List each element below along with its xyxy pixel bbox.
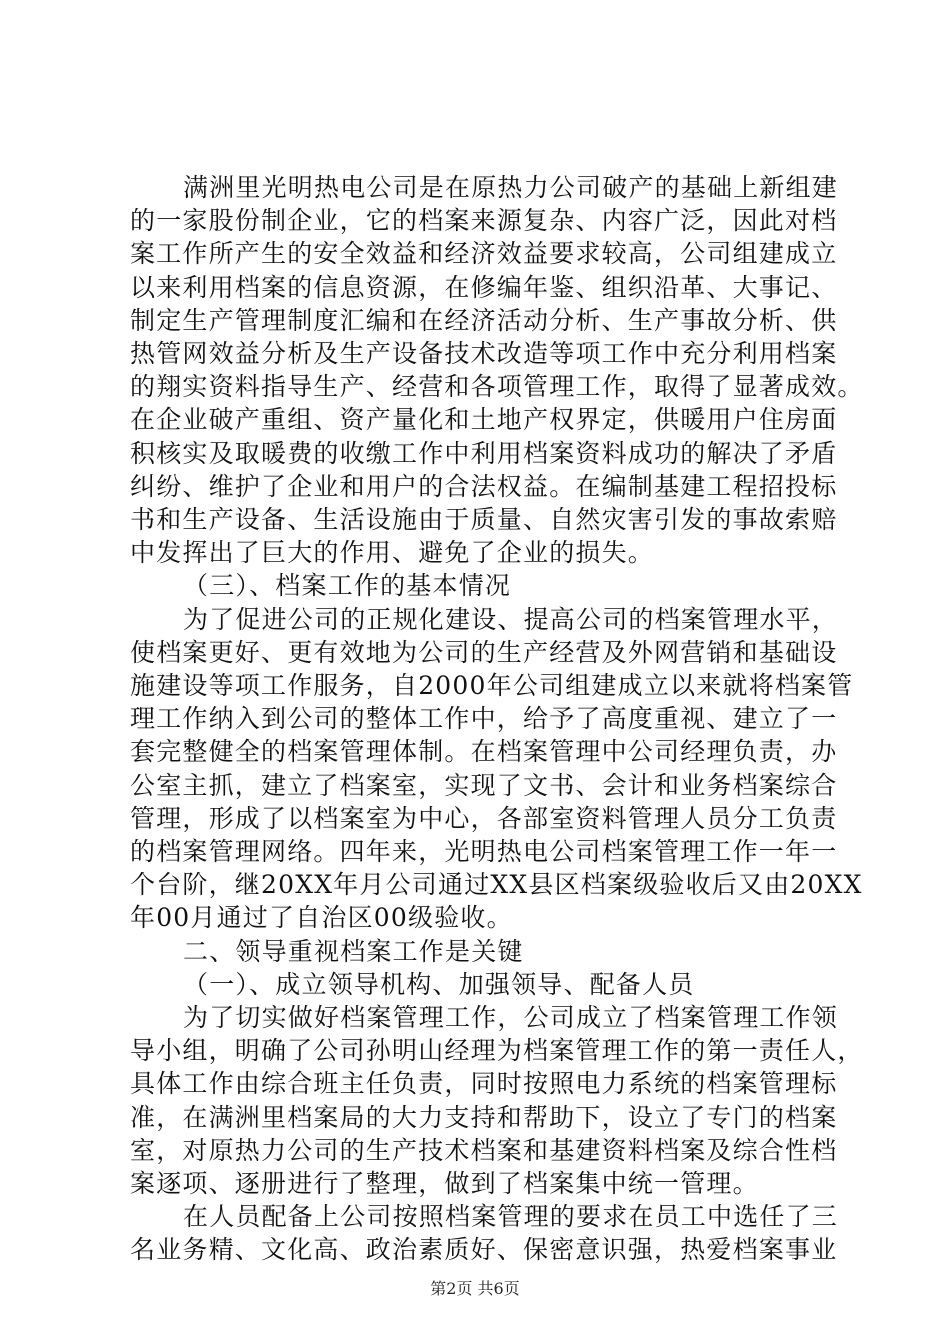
text-line: 使档案更好、更有效地为公司的生产经营及外网营销和基础设 (130, 637, 838, 667)
text-line: 理工作纳入到公司的整体工作中，给予了高度重视、建立了一 (130, 704, 838, 734)
text-line: 具体工作由综合班主任负责，同时按照电力系统的档案管理标 (130, 1069, 838, 1099)
text-line: 施建设等项工作服务，自2000年公司组建成立以来就将档案管 (130, 671, 854, 700)
text-line: 积核实及取暖费的收缴工作中利用档案资料成功的解决了矛盾 (130, 438, 838, 468)
text-line: 室，对原热力公司的生产技术档案和基建资料档案及综合性档 (130, 1135, 838, 1165)
text-line: 在企业破产重组、资产量化和土地产权界定，供暖用户住房面 (130, 405, 838, 435)
text-line: 中发挥出了巨大的作用、避免了企业的损失。 (130, 538, 655, 568)
text-line: 热管网效益分析及生产设备技术改造等项工作中充分利用档案 (130, 339, 838, 368)
text-line: 纠纷、维护了企业和用户的合法权益。在编制基建工程招投标 (130, 471, 838, 501)
text-line: 年00月通过了自治区00级验收。 (130, 903, 513, 933)
text-line: 的档案管理网络。四年来，光明热电公司档案管理工作一年一 (130, 837, 838, 866)
text-line: 导小组，明确了公司孙明山经理为档案管理工作的第一责任人， (130, 1036, 864, 1066)
text-line: 书和生产设备、生活设施由于质量、自然灾害引发的事故索赔 (130, 505, 838, 534)
text-line: 在人员配备上公司按照档案管理的要求在员工中选任了三 (183, 1202, 839, 1232)
text-line: 满洲里光明热电公司是在原热力公司破产的基础上新组建 (183, 173, 839, 202)
text-line: 名业务精、文化高、政治素质好、保密意识强，热爱档案事业 (130, 1235, 838, 1265)
text-line: 准，在满洲里档案局的大力支持和帮助下，设立了专门的档案 (130, 1102, 838, 1132)
text-line: 制定生产管理制度汇编和在经济活动分析、生产事故分析、供 (130, 305, 838, 335)
page-footer: 第2页 共6页 (430, 1279, 520, 1298)
section-heading: （三）、档案工作的基本情况 (183, 571, 512, 601)
text-line: 以来利用档案的信息资源，在修编年鉴、组织沿革、大事记、 (130, 272, 838, 302)
text-line: 套完整健全的档案管理体制。在档案管理中公司经理负责，办 (130, 737, 838, 767)
text-line: 为了促进公司的正规化建设、提高公司的档案管理水平， (183, 604, 839, 634)
text-line: 案工作所产生的安全效益和经济效益要求较高，公司组建成立 (130, 239, 838, 269)
text-line: 的翔实资料指导生产、经营和各项管理工作，取得了显著成效。 (130, 372, 864, 402)
text-line: 的一家股份制企业，它的档案来源复杂、内容广泛，因此对档 (130, 206, 838, 236)
section-heading: 二、领导重视档案工作是关键 (183, 936, 524, 966)
subsection-heading: （一）、成立领导机构、加强领导、配备人员 (183, 969, 695, 999)
text-line: 个台阶，继20XX年月公司通过XX县区档案级验收后又由20XX (130, 870, 863, 900)
text-line: 案逐项、逐册进行了整理，做到了档案集中统一管理。 (130, 1169, 759, 1198)
text-line: 管理，形成了以档案室为中心，各部室资料管理人员分工负责 (130, 803, 838, 833)
text-line: 为了切实做好档案管理工作，公司成立了档案管理工作领 (183, 1003, 839, 1032)
text-line: 公室主抓，建立了档案室，实现了文书、会计和业务档案综合 (130, 770, 838, 800)
